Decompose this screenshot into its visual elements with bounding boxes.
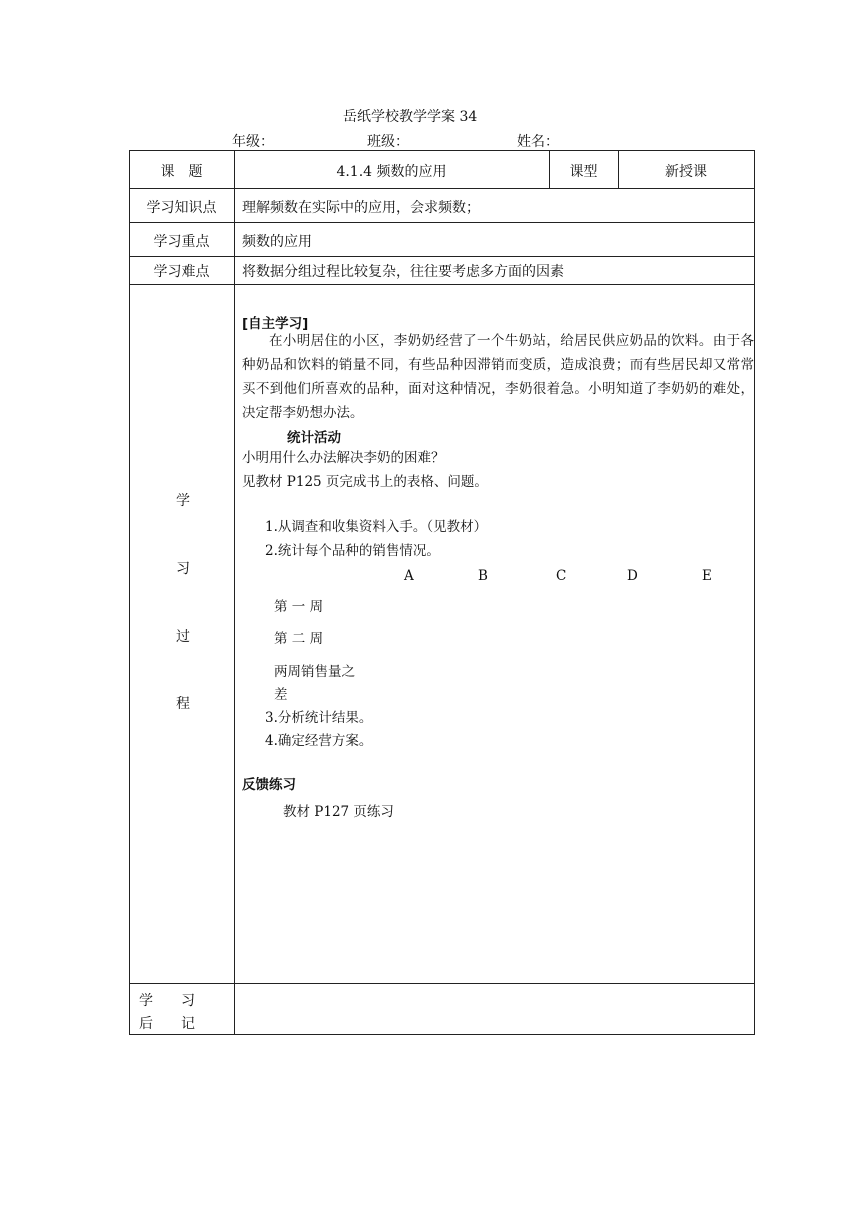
textbook-reference: 见教材 P125 页完成书上的表格、问题。 [242, 474, 488, 490]
focus-value: 频数的应用 [242, 234, 312, 250]
process-label-char-2: 习 [176, 561, 190, 577]
topic-value: 4.1.4 频数的应用 [336, 164, 447, 180]
question-text: 小明用什么办法解决李奶的困难？ [242, 450, 445, 466]
notes-area[interactable] [235, 984, 754, 1034]
step-3: 3.分析统计结果。 [265, 710, 373, 726]
self-study-heading: [自主学习] [242, 316, 309, 332]
row-label-difference: 两周销售量之 [274, 664, 355, 680]
difficulty-value: 将数据分组过程比较复杂，往往要考虑多方面的因素 [242, 264, 564, 280]
process-label-char-3: 过 [176, 629, 190, 645]
knowledge-label: 学习知识点 [146, 200, 217, 216]
feedback-text: 教材 P127 页练习 [283, 804, 394, 820]
column-header: C [556, 568, 567, 584]
class-label: 班级： [367, 134, 409, 150]
name-label: 姓名： [517, 134, 559, 150]
lesson-type-label: 课型 [569, 164, 598, 180]
knowledge-value: 理解频数在实际中的应用，会求频数； [242, 200, 480, 216]
notes-label-line-2: 后 记 [139, 1016, 195, 1032]
grade-label: 年级： [232, 134, 274, 150]
column-header: A [404, 568, 414, 584]
column-header: E [702, 568, 712, 584]
column-header: D [627, 568, 638, 584]
lesson-type-value: 新授课 [665, 164, 707, 180]
column-header: B [478, 568, 488, 584]
row-label-week-1: 第 一 周 [274, 599, 324, 615]
row-label-difference-cont: 差 [274, 687, 288, 703]
notes-label: 学 习 [139, 993, 195, 1009]
step-4: 4.确定经营方案。 [265, 733, 373, 749]
process-label-char-1: 学 [176, 493, 190, 509]
step-1: 1.从调查和收集资料入手。（见教材） [265, 519, 488, 535]
feedback-heading: 反馈练习 [242, 777, 296, 793]
difficulty-label: 学习难点 [153, 264, 210, 280]
document-title: 岳纸学校教学学案 34 [343, 109, 478, 125]
row-label-week-2: 第 二 周 [274, 631, 324, 647]
focus-label: 学习重点 [153, 234, 210, 250]
step-2: 2.统计每个品种的销售情况。 [265, 543, 440, 559]
topic-label: 课 题 [160, 164, 203, 180]
intro-paragraph: 在小明居住的小区，李奶奶经营了一个牛奶站，给居民供应奶品的饮料。由于各种奶品和饮料的销量不同，有些品种因滞销而变质，造成浪费；而有些居民却又常常买不到他们所喜欢的品种，面对这种情况，李奶很着急。小明知道了李奶奶的难处，决定帮李奶想办法。 [242, 333, 754, 421]
process-label-char-4: 程 [176, 696, 190, 712]
activity-heading: 统计活动 [287, 430, 341, 446]
